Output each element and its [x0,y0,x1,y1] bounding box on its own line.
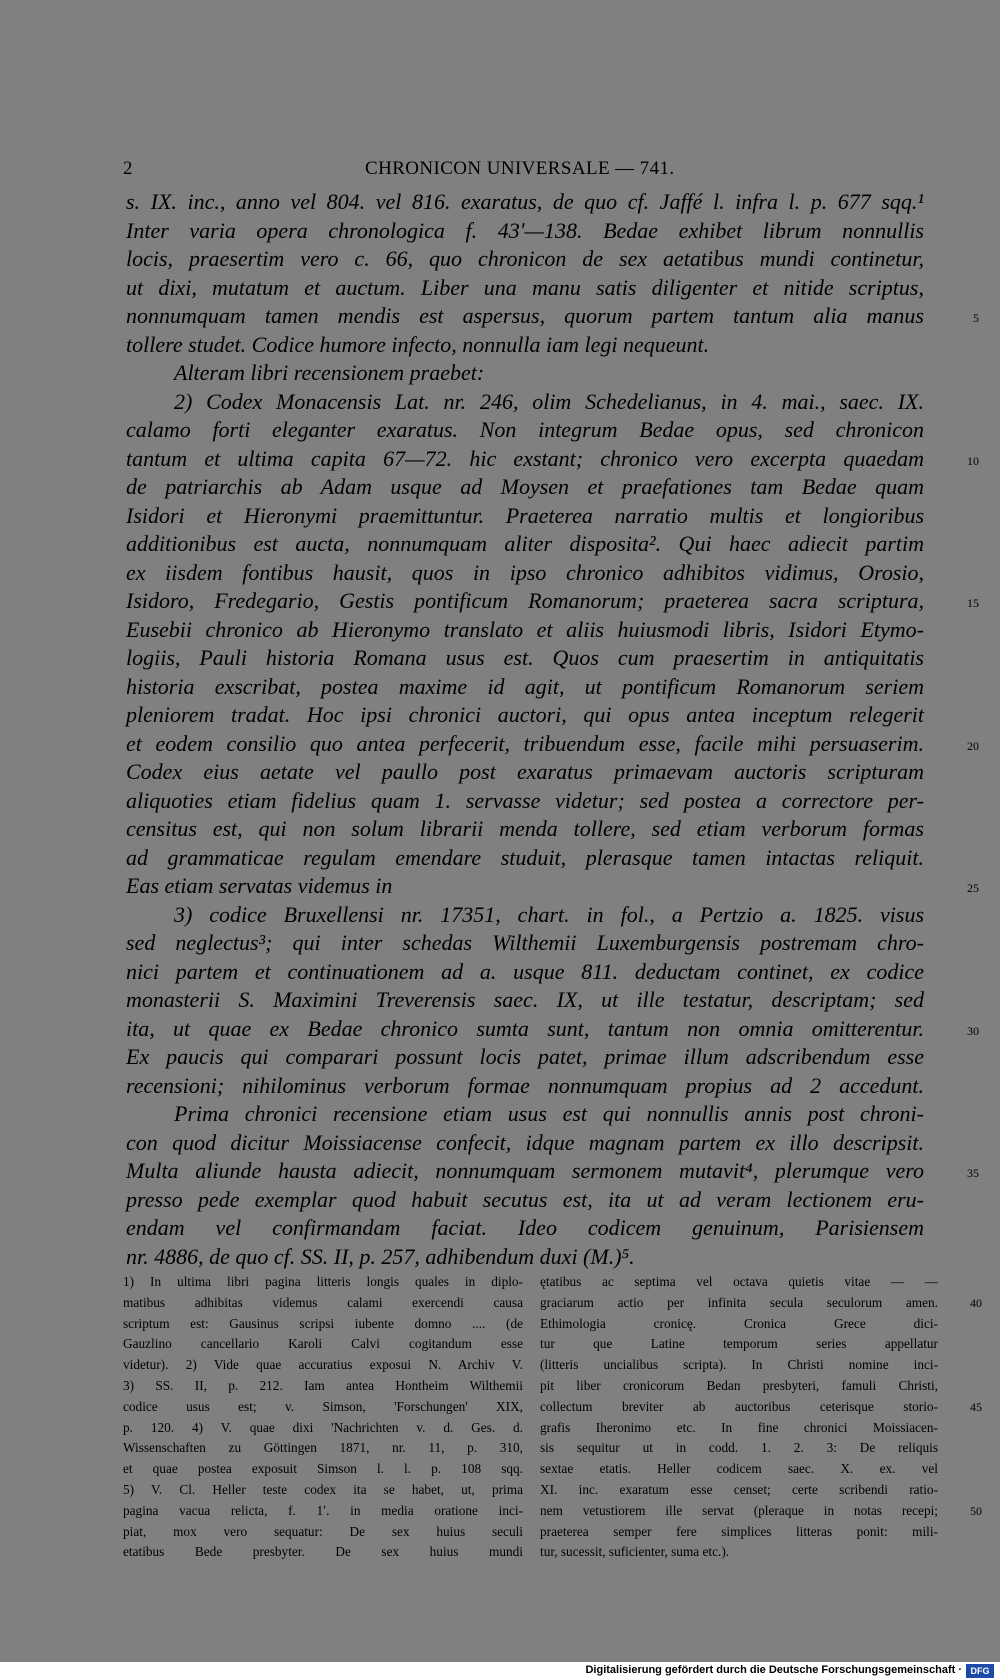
text-line [126,359,924,388]
footnote-line: codice usus est; v. Simson, 'Forschungen' XIX, [123,1398,523,1414]
text-line-content: pleniorem tradat. Hoc ipsi chronici auctori, qui opus antea inceptum relegerit [126,702,924,727]
footnote-line: scriptum est: Gausinus scripsi iubente domno .... (de [123,1315,523,1331]
footnote-line-content: (litteris uncialibus scripta). In Christi nomine inci- [540,1357,938,1373]
text-line [126,587,979,616]
text-line-content: historia exscribat, postea maxime id agit, ut pontificum Romanorum seriem [126,673,924,699]
footnote-line-content: tur que Latine temporum series appellatur [540,1336,938,1352]
footer-credit: Digitalisierung gefördert durch die Deutsche Forschungsgemeinschaft · [585,1664,962,1676]
footnote-line [540,1522,938,1543]
text-line [126,644,924,673]
text-line [126,1243,924,1272]
text-line-content: Isidoro, Fredegario, Gestis pontificum Romanorum; praeterea sacra scriptura, [126,588,924,613]
footnote-line-content: Ethimologia cronicę. Cronica Grece dici- [540,1315,938,1331]
text-line [126,416,924,445]
text-line [126,758,924,787]
running-head [0,154,1000,184]
text-line [126,1214,924,1243]
line-number: 5 [973,311,979,325]
text-line-content: ita, ut quae ex Bedae chronico sumta sunt, tantum non omnia omitterentur. [126,1015,924,1041]
footnote-line: pagina vacua relicta, f. 1ʹ. in media oratione inci- [123,1502,523,1518]
running-title: CHRONICON UNIVERSALE — 741. [365,158,675,179]
text-line-content: aliquoties etiam fidelius quam 1. servasse videtur; sed postea a correctore per- [126,787,924,813]
text-line-content: sed neglectus³; qui inter schedas Wilthemii Luxemburgensis postremam chro- [126,930,924,955]
text-line [126,1015,979,1044]
text-line [126,331,924,360]
text-line [126,701,924,730]
text-line-content: recensioni; nihilominus verborum formae nonnumquam propius ad 2 accedunt. [126,1072,924,1098]
text-line-content: con quod dicitur Moissiacense confecit, idque magnam partem ex illo descripsit. [126,1129,924,1155]
footnote-line: 3) SS. II, p. 212. Iam antea Hontheim Wilthemii [123,1377,523,1393]
text-line [126,530,924,559]
text-line [126,730,979,759]
footnote-line-content: grafis Iheronimo etc. In fine chronici Moissiacen- [540,1419,938,1435]
line-number: 20 [967,738,979,753]
text-line-content: calamo forti eleganter exaratus. Non integrum Bedae opus, sed chronicon [126,417,924,442]
footnote-line [540,1501,982,1522]
text-line-content: 2) Codex Monacensis Lat. nr. 246, olim Schedelianus, in 4. mai., saec. IX. [174,388,924,414]
line-number: 45 [970,1399,982,1414]
footnotes-right-column [540,1272,982,1563]
footnote-line-content: XI. inc. exaratum esse censet; certe scribendi ratio- [540,1481,938,1497]
line-number: 10 [967,453,979,468]
footnote-line: et quae postea exposuit Simson l. l. p. 108 sqq. [123,1461,523,1477]
footnote-line [540,1542,938,1563]
text-line-content: tantum et ultima capita 67—72. hic exstant; chronico vero excerpta quaedam [126,445,924,471]
footnote-line-content: ętatibus ac septima vel octava quietis vitae — — [540,1274,938,1289]
footnote-line: p. 120. 4) V. quae dixi 'Nachrichten v. d. Ges. d. [123,1419,523,1435]
footnote-line [540,1376,938,1397]
text-line [126,1129,924,1158]
text-line [126,302,979,331]
text-line-content: ex iisdem fontibus hausit, quos in ipso chronico adhibitos vidimus, Orosio, [126,559,924,585]
text-line-content: Multa aliunde hausta adiecit, nonnumquam sermonem mutavit⁴, plerumque vero [126,1158,924,1183]
footnote-line-content: graciarum actio per infinita secula seculorum amen. [540,1294,938,1310]
text-line-content: logiis, Pauli historia Romana usus est. Quos cum praesertim in antiquitatis [126,645,924,670]
footnote-line-content: sis sequitur ut in codd. 1. 2. 3: De reliquis [540,1440,938,1456]
text-line [126,673,924,702]
footnotes-left-column [123,1272,523,1563]
footnote-line: videtur). 2) Vide quae accuratius exposui N. Archiv V. [123,1357,523,1373]
text-line [126,986,924,1015]
line-number: 40 [970,1295,982,1310]
text-line [126,1100,924,1129]
line-number: 15 [967,596,979,610]
footnote-line-content: praeterea semper fere simplices litteras ponit: mili- [540,1523,938,1539]
line-number: 35 [967,1166,979,1180]
text-line [126,217,924,246]
text-line [126,502,924,531]
text-line-content: ad grammaticae regulam emendare studuit, plerasque tamen intactas reliquit. [126,844,924,870]
text-line-content: Alteram libri recensionem praebet: [174,360,485,385]
text-line-content: s. IX. inc., anno vel 804. vel 816. exaratus, de quo cf. Jaffé l. infra l. p. 677 sqq.¹ [126,189,924,214]
text-line [126,929,924,958]
footnote-line: 5) V. Cl. Heller teste codex ita se habet, ut, prima [123,1481,523,1497]
text-line-content: endam vel confirmandam faciat. Ideo codicem genuinum, Parisiensem [126,1215,924,1240]
footnote-line [540,1459,938,1480]
text-line [126,616,924,645]
text-line-content: Ex paucis qui comparari possunt locis patet, primae illum adscribendum esse [126,1044,924,1069]
text-line [126,473,924,502]
footnote-line-content: tur, sucessit, suficienter, suma etc.). [540,1544,730,1560]
dfg-logo: DFG [966,1664,994,1678]
text-line-content: locis, praesertim vero c. 66, quo chronicon de sex aetatibus mundi continetur, [126,246,924,271]
text-line-content: nr. 4886, de quo cf. SS. II, p. 257, adhibendum duxi (M.)⁵. [126,1243,635,1269]
text-line-content: Eas etiam servatas videmus in [126,873,393,898]
main-text [126,188,979,1271]
text-line-content: censitus est, qui non solum librarii menda tollere, sed etiam verborum formas [126,816,924,841]
text-line-content: nici partem et continuationem ad a. usque 811. deductam continet, ex codice [126,958,924,984]
text-line-content: presso pede exemplar quod habuit secutus est, ita ut ad veram lectionem eru- [126,1186,924,1212]
text-line [126,901,924,930]
text-line [126,245,924,274]
footnote-line: matibus adhibitas videmus calami exercendi causa [123,1294,523,1310]
footnote-line [540,1334,938,1355]
footnote-line: piat, mox vero sequatur: De sex huius seculi [123,1523,523,1539]
line-number: 50 [970,1503,982,1518]
text-line [126,274,924,303]
text-line-content: nonnumquam tamen mendis est aspersus, quorum partem tantum alia manus [126,303,924,328]
text-line-content: monasterii S. Maximini Treverensis saec. IX, ut ille testatur, descriptam; sed [126,987,924,1012]
footnote-line-content: sextae etatis. Heller codicem saec. X. ex. vel [540,1461,938,1477]
footnote-line [540,1480,938,1501]
text-line [126,1072,924,1101]
text-line-content: 3) codice Bruxellensi nr. 17351, chart. in fol., a Pertzio a. 1825. visus [174,901,924,927]
footnote-line [540,1314,938,1335]
footnote-line: Wissenschaften zu Göttingen 1871, nr. 11, p. 310, [123,1440,523,1456]
text-line [126,388,924,417]
footnote-line-content: nem vetustiorem ille servat (pleraque in notas recepi; [540,1502,938,1518]
text-line [126,958,924,987]
footnote-line [540,1438,938,1459]
page-number: 2 [123,158,133,179]
text-line [126,1157,979,1186]
footnote-line: 1) In ultima libri pagina litteris longis quales in diplo- [123,1274,523,1289]
line-number: 30 [967,1023,979,1038]
footnote-line [540,1272,938,1293]
text-line [126,559,924,588]
text-line-content: tollere studet. Codice humore infecto, nonnulla iam legi nequeunt. [126,331,710,357]
text-line [126,844,924,873]
text-line-content: de patriarchis ab Adam usque ad Moysen et praefationes tam Bedae quam [126,474,924,499]
line-number: 25 [967,881,979,895]
footnote-line: etatibus Bede presbyter. De sex huius mundi [123,1544,523,1560]
text-line-content: Codex eius aetate vel paullo post exaratus primaevam auctoris scripturam [126,759,924,784]
text-line [126,1186,924,1215]
footnote-line [540,1355,938,1376]
text-line-content: Prima chronici recensione etiam usus est qui nonnullis annis post chroni- [174,1101,924,1126]
text-line [126,1043,924,1072]
text-line-content: et eodem consilio quo antea perfecerit, tribuendum esse, facile mihi persuaserim. [126,730,924,756]
text-line-content: Isidori et Hieronymi praemittuntur. Praeterea narratio multis et longioribus [126,502,924,528]
footnote-line-content: pit liber cronicorum Bedan presbyteri, famuli Christi, [540,1377,938,1393]
text-line [126,815,924,844]
text-line-content: Inter varia opera chronologica f. 43ʹ—138. Bedae exhibet librum nonnullis [126,217,924,243]
text-line [126,445,979,474]
text-line-content: Eusebii chronico ab Hieronymo translato et aliis huiusmodi libris, Isidori Etymo- [126,616,924,642]
text-line [126,188,924,217]
text-line-content: ut dixi, mutatum et auctum. Liber una manu satis diligenter et nitide scriptus, [126,274,924,300]
footnote-line [540,1293,982,1314]
text-line-content: additionibus est aucta, nonnumquam aliter disposita². Qui haec adiecit partim [126,531,924,556]
footnote-line: Gauzlino cancellario Karoli Calvi cogitandum esse [123,1336,523,1352]
text-line [126,872,979,901]
text-line [126,787,924,816]
footnote-line-content: collectum breviter ab auctoribus ceterisque storio- [540,1398,938,1414]
digitization-footer [0,1662,1000,1680]
footnote-line [540,1397,982,1418]
footnote-line [540,1418,938,1439]
